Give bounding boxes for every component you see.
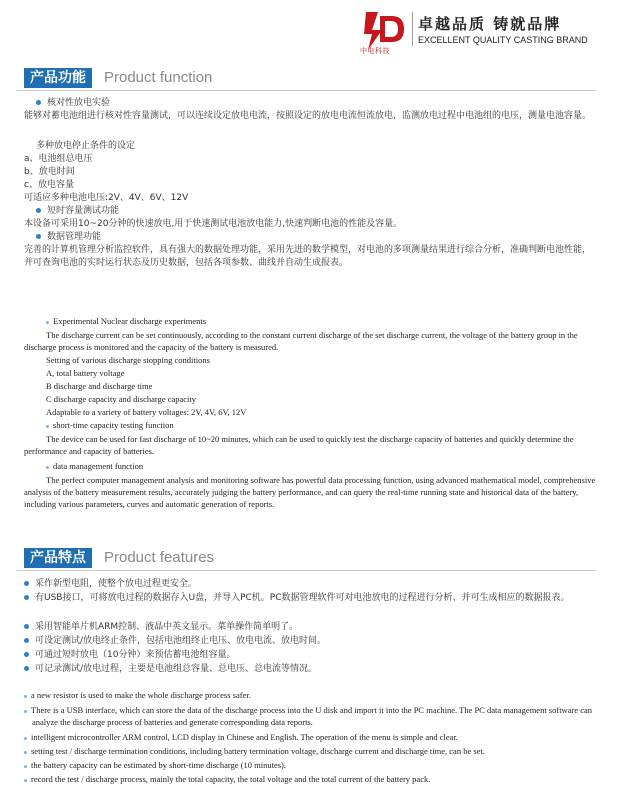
function-cn-item-3-paragraph: 完善的计算机管理分析监控软件，具有强大的数据处理功能，采用先进的数学模型，对电池的多项测量结果进行综合分析，准确判断电池性能，并可查询电池的实时运行状态及历史数据，包括各项参数、曲线并自动生成报表。 bbox=[24, 245, 592, 268]
bullet-icon bbox=[46, 321, 49, 324]
bullet-icon bbox=[36, 100, 41, 105]
function-cn-item-1-subtitle: 多种放电停止条件的设定 bbox=[36, 141, 136, 151]
feature-en-item-1: a new resistor is used to make the whole discharge process safer. bbox=[24, 690, 251, 701]
header-divider bbox=[412, 12, 413, 46]
bullet-icon bbox=[24, 581, 29, 586]
logo-caption: 中电科技 bbox=[360, 47, 390, 55]
function-cn-item-1-a: a、电池组总电压 bbox=[24, 154, 93, 164]
function-en-item-1-a: A, total battery voltage bbox=[46, 368, 125, 378]
function-cn-item-1-c: c、放电容量 bbox=[24, 180, 74, 190]
page-header bbox=[0, 0, 625, 62]
bullet-icon bbox=[36, 234, 41, 239]
function-cn-item-1-paragraph: 能够对蓄电池组进行核对性容量测试，可以连续设定放电电流，按照设定的放电电流恒流放电，监测放电过程中电池组的电压，测量电池容量。 bbox=[24, 111, 592, 121]
bullet-icon bbox=[24, 624, 29, 629]
function-divider bbox=[16, 90, 596, 91]
function-cn-item-1-b: b、放电时间 bbox=[24, 167, 75, 177]
bullet-icon bbox=[24, 751, 27, 754]
function-cn-item-2-paragraph: 本设备可采用10~20分钟的快速放电,用于快速测试电池放电能力,快速判断电池的性能及容量。 bbox=[24, 219, 403, 229]
function-en-item-2-title: short-time capacity testing function bbox=[46, 420, 174, 431]
bullet-icon bbox=[24, 652, 29, 657]
function-en-item-1-subtitle: Setting of various discharge stopping conditions bbox=[46, 355, 210, 365]
function-en-item-2-paragraph: The device can be used for fast discharge of 10~20 minutes, which can be used to quickly test the discharge capacity of batteries and quickly determine the performance and capacity of batteries. bbox=[24, 434, 574, 456]
function-title-cn: 产品功能 bbox=[24, 68, 92, 88]
features-divider bbox=[16, 570, 596, 571]
feature-cn-item-3: 采用智能单片机ARM控制、液晶中英文显示。菜单操作简单明了。 bbox=[24, 621, 298, 633]
feature-cn-item-2: 有USB接口，可将放电过程的数据存入U盘，并导入PC机。PC数据管理软件可对电池放电的过程进行分析、并可生成相应的数据报表。 bbox=[24, 592, 608, 605]
features-title-en: Product features bbox=[104, 549, 215, 566]
feature-cn-item-6: 可记录测试/放电过程，主要是电池组总容量、总电压、总电流等情况。 bbox=[24, 663, 317, 675]
function-en-item-3-title: data management function bbox=[46, 461, 143, 472]
bullet-icon bbox=[36, 208, 41, 213]
feature-cn-item-5: 可通过短时放电（10分钟）来预估蓄电池组容量。 bbox=[24, 649, 235, 661]
function-en-item-1-title: Experimental Nuclear discharge experiments bbox=[46, 316, 206, 327]
function-en-item-1-c: C discharge capacity and discharge capacity bbox=[46, 394, 197, 404]
function-cn-item-1-title: 核对性放电实验 bbox=[36, 97, 110, 109]
bullet-icon bbox=[24, 695, 27, 698]
function-en-item-1-paragraph: The discharge current can be set continuously, according to the constant current discharge of the set discharge current, the voltage of the battery group in the discharge process is monitored and the capacity of the battery is measured. bbox=[24, 330, 578, 352]
bullet-icon bbox=[24, 666, 29, 671]
feature-cn-item-1: 采作新型电阻，使整个放电过程更安全。 bbox=[24, 578, 197, 590]
slogan-chinese: 卓越品质 铸就品牌 bbox=[418, 15, 562, 33]
bullet-icon bbox=[24, 765, 27, 768]
function-cn-item-1-voltages: 可适应多种电池电压:2V、4V、6V、12V bbox=[24, 193, 189, 203]
function-en-item-3-paragraph: The perfect computer management analysis and monitoring software has powerful data processing function, using advanced mathematical model, comprehensive analysis of the battery measurement results, accurately judging the battery performance, and can query the real-time running state and historical data of the battery, including various parameters, curves and automatic generation of reports. bbox=[24, 475, 596, 509]
slogan-english: EXCELLENT QUALITY CASTING BRAND bbox=[418, 35, 588, 45]
function-title-en: Product function bbox=[104, 69, 213, 86]
feature-en-item-5: the battery capacity can be estimated by short-time discharge (10 minutes). bbox=[24, 760, 286, 771]
bullet-icon bbox=[24, 595, 29, 600]
bullet-icon bbox=[24, 710, 27, 713]
features-title-cn: 产品特点 bbox=[24, 548, 92, 568]
bullet-icon bbox=[24, 779, 27, 782]
feature-en-item-4: setting test / discharge termination conditions, including battery termination voltage, discharge current and discharge time, can be set. bbox=[24, 746, 485, 757]
feature-cn-item-4: 可设定测试/放电终止条件，包括电池组终止电压、放电电流、放电时间。 bbox=[24, 635, 326, 647]
bullet-icon bbox=[46, 466, 49, 469]
function-cn-item-3-title: 数据管理功能 bbox=[36, 231, 101, 243]
feature-en-item-2: There is a USB interface, which can store the data of the discharge process into the U disk and import it into the PC machine. The PC data management software can analyze the discharge process of batteries and generate corresponding data reports. bbox=[24, 704, 604, 728]
function-en-item-1-voltages: Adaptable to a variety of battery voltages: 2V, 4V, 6V, 12V bbox=[46, 407, 247, 417]
bullet-icon bbox=[24, 638, 29, 643]
function-cn-item-2-title: 短时容量测试功能 bbox=[36, 205, 119, 217]
feature-en-item-6: record the test / discharge process, mainly the total capacity, the total voltage and the total current of the battery pack. bbox=[24, 774, 430, 785]
bullet-icon bbox=[46, 425, 49, 428]
bullet-icon bbox=[24, 737, 27, 740]
function-en-item-1-b: B discharge and discharge time bbox=[46, 381, 153, 391]
feature-en-item-3: intelligent microcontroller ARM control, LCD display in Chinese and English. The operation of the menu is simple and clear. bbox=[24, 732, 458, 743]
